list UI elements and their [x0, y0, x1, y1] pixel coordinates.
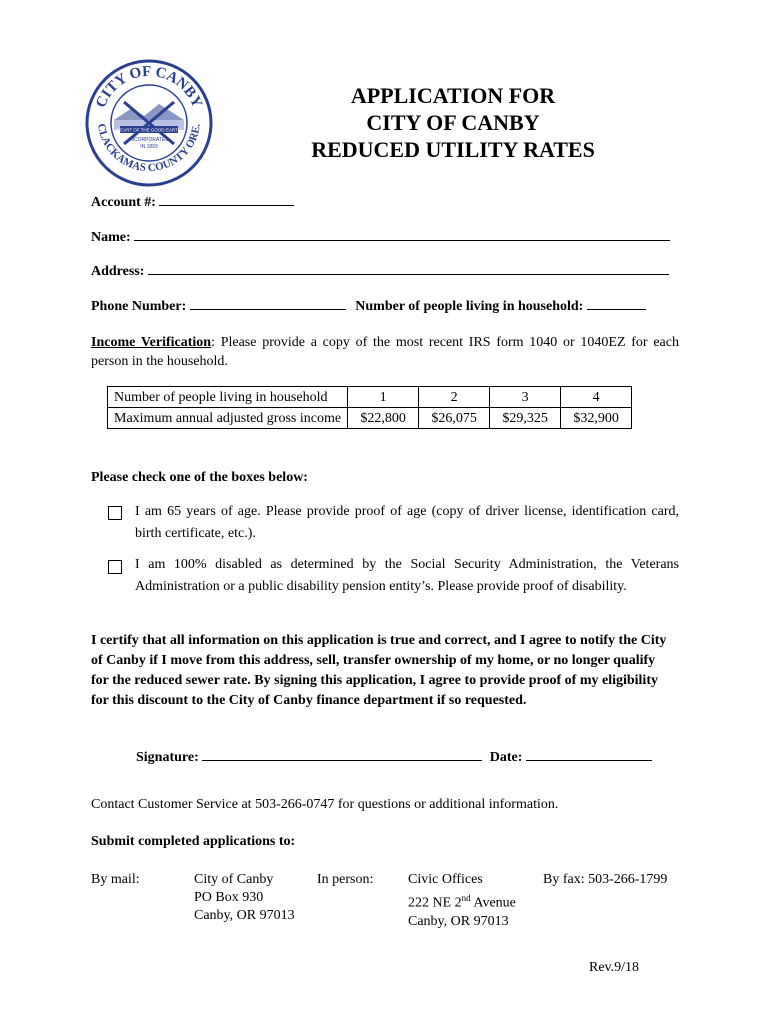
address-row — [91, 262, 669, 280]
disabled-checkbox[interactable] — [108, 560, 122, 574]
person-line-1: Civic Offices — [408, 872, 483, 887]
submit-heading: Submit completed applications to: — [91, 834, 296, 849]
row-label-income: Maximum annual adjusted gross income — [108, 408, 348, 429]
table-cell: $22,800 — [348, 408, 419, 429]
contact-text: Contact Customer Service at 503-266-0747 for questions or additional information. — [91, 797, 559, 812]
age-checkbox[interactable] — [108, 506, 122, 520]
page-title — [270, 82, 636, 163]
phone-field[interactable] — [190, 297, 346, 310]
age-text: I am 65 years of age. Please provide proof of age (copy of driver license, identification card, birth certificate, etc.). — [135, 504, 679, 541]
seal-banner: HEART OF THE GOOD EARTH — [116, 127, 182, 133]
city-seal — [84, 58, 214, 188]
person-line-2 — [408, 889, 516, 913]
mail-label: By mail: — [91, 872, 140, 887]
certify-text: I certify that all information on this application is true and correct, and I agree to notify the City of Canby if I move from this address, sell, transfer ownership of my home, or no longer qualify for the reduced sewer rate. By signing this application, I agree to provide proof of my eligibility for this discount to the City of Canby finance department if so requested. — [91, 633, 667, 708]
fax-text: By fax: 503-266-1799 — [543, 872, 668, 887]
mail-line: PO Box 930 — [194, 890, 264, 905]
income-heading: Income Verification — [91, 335, 212, 350]
date-field[interactable] — [526, 748, 652, 761]
signature-label: Signature: — [136, 750, 199, 765]
signature-field[interactable] — [202, 748, 482, 761]
table-row — [108, 408, 632, 429]
title-line-1: APPLICATION FOR — [350, 83, 556, 108]
seal-bottom-text: CLACKAMAS COUNTY ORE. — [95, 122, 203, 175]
date-label: Date: — [489, 750, 523, 765]
name-label: Name: — [91, 230, 131, 245]
checks-heading: Please check one of the boxes below: — [91, 470, 308, 485]
table-cell: 1 — [348, 387, 419, 408]
name-field[interactable] — [134, 228, 670, 241]
mail-line: Canby, OR 97013 — [194, 908, 295, 923]
signature-row — [136, 748, 652, 766]
account-field[interactable] — [159, 193, 294, 206]
income-table — [107, 386, 632, 429]
title-line-2: CITY OF CANBY — [366, 110, 540, 135]
account-label: Account #: — [91, 195, 156, 210]
mail-line: City of Canby — [194, 872, 274, 887]
income-verification — [91, 333, 679, 371]
street-name: Avenue — [470, 895, 516, 911]
household-field[interactable] — [587, 297, 646, 310]
phone-label: Phone Number: — [91, 299, 187, 314]
name-row — [91, 228, 670, 246]
seal-top-text: CITY OF CANBY — [93, 63, 205, 111]
table-cell: 3 — [490, 387, 561, 408]
disabled-text: I am 100% disabled as determined by the Social Security Administration, the Veterans Administration or a public disability pension entity’s. Please provide proof of disability. — [135, 557, 679, 594]
mail-address — [194, 871, 295, 925]
street-number: 222 NE 2 — [408, 895, 462, 911]
table-row — [108, 387, 632, 408]
ordinal-suffix: nd — [461, 893, 471, 903]
person-address — [408, 871, 516, 931]
person-line-3: Canby, OR 97013 — [408, 913, 509, 929]
table-cell: $29,325 — [490, 408, 561, 429]
address-label: Address: — [91, 264, 145, 279]
address-field[interactable] — [148, 262, 669, 275]
seal-inc-label: INCORPORATED — [129, 137, 169, 143]
person-label: In person: — [317, 872, 374, 887]
income-text: : Please provide a copy of the most recent IRS form 1040 or 1040EZ for each person in the household. — [91, 335, 679, 369]
account-row — [91, 193, 294, 211]
revision-text: Rev.9/18 — [589, 960, 640, 975]
table-cell: 2 — [419, 387, 490, 408]
phone-row — [91, 297, 646, 315]
table-cell: $32,900 — [561, 408, 632, 429]
household-label: Number of people living in household: — [355, 299, 584, 314]
table-cell: 4 — [561, 387, 632, 408]
table-cell: $26,075 — [419, 408, 490, 429]
seal-inc-year: IN 1893 — [140, 144, 158, 150]
title-line-3: REDUCED UTILITY RATES — [311, 137, 595, 162]
row-label-household: Number of people living in household — [108, 387, 348, 408]
